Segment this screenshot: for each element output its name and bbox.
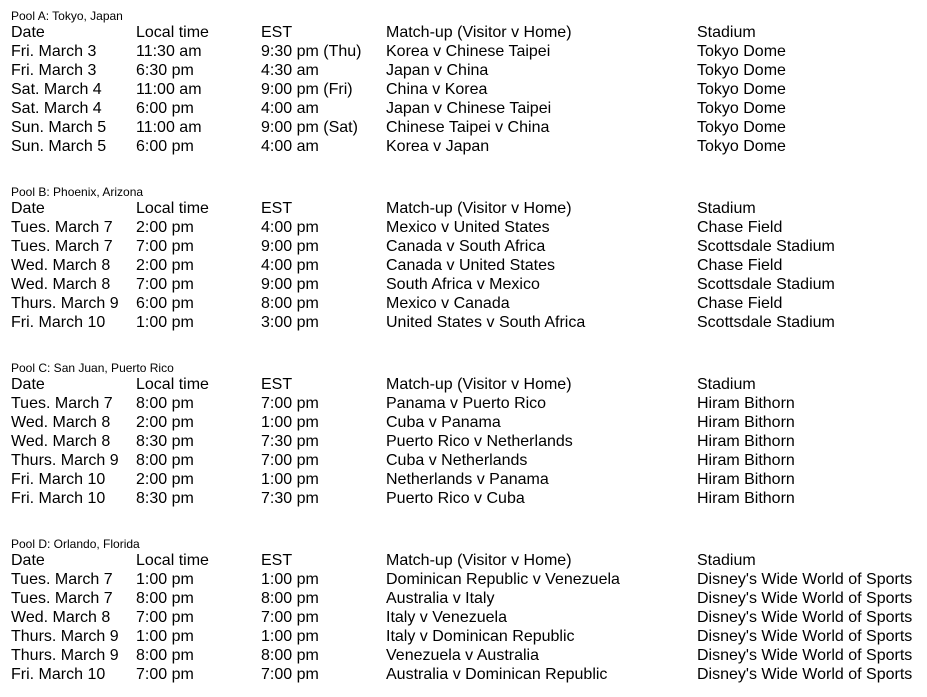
- table-cell: Fri. March 10: [11, 490, 106, 507]
- table-cell: 8:00 pm: [261, 590, 319, 607]
- table-cell: Disney's Wide World of Sports: [697, 666, 913, 683]
- table-cell: 8:30 pm: [136, 433, 194, 450]
- table-cell: Hiram Bithorn: [697, 471, 795, 488]
- table-cell: 4:00 am: [261, 100, 319, 117]
- table-cell: 7:00 pm: [261, 395, 319, 412]
- table-cell: Cuba v Panama: [386, 414, 501, 431]
- table-cell: Chase Field: [697, 257, 783, 274]
- table-cell: 8:00 pm: [261, 647, 319, 664]
- table-cell: 9:00 pm (Fri): [261, 81, 353, 98]
- table-cell: Scottsdale Stadium: [697, 276, 835, 293]
- table-cell: 1:00 pm: [261, 628, 319, 645]
- table-cell: 7:00 pm: [136, 666, 194, 683]
- table-row: [11, 470, 921, 489]
- table-cell: Mexico v Canada: [386, 295, 510, 312]
- column-header: EST: [261, 200, 293, 217]
- table-row: [11, 275, 921, 294]
- column-header: Date: [11, 552, 45, 569]
- table-row: [11, 137, 921, 156]
- column-header: Local time: [136, 200, 209, 217]
- table-cell: Canada v United States: [386, 257, 555, 274]
- column-header: EST: [261, 24, 293, 41]
- column-header: Match-up (Visitor v Home): [386, 24, 572, 41]
- column-header: Local time: [136, 376, 209, 393]
- table-cell: Disney's Wide World of Sports: [697, 571, 913, 588]
- table-cell: Japan v China: [386, 62, 489, 79]
- table-row: [11, 42, 921, 61]
- table-cell: 1:00 pm: [261, 471, 319, 488]
- table-cell: Sat. March 4: [11, 81, 102, 98]
- table-cell: 7:30 pm: [261, 490, 319, 507]
- table-cell: Fri. March 10: [11, 666, 106, 683]
- table-cell: Japan v Chinese Taipei: [386, 100, 552, 117]
- table-row: [11, 394, 921, 413]
- table-cell: 6:00 pm: [136, 138, 194, 155]
- table-cell: United States v South Africa: [386, 314, 586, 331]
- table-cell: 4:30 am: [261, 62, 319, 79]
- table-cell: 8:00 pm: [136, 590, 194, 607]
- table-cell: China v Korea: [386, 81, 488, 98]
- table-cell: Panama v Puerto Rico: [386, 395, 547, 412]
- column-header: Stadium: [697, 200, 756, 217]
- column-header: Stadium: [697, 552, 756, 569]
- table-cell: 9:30 pm (Thu): [261, 43, 362, 60]
- table-cell: 1:00 pm: [136, 571, 194, 588]
- table-cell: Tues. March 7: [11, 238, 113, 255]
- column-header: Match-up (Visitor v Home): [386, 376, 572, 393]
- table-cell: Tues. March 7: [11, 590, 113, 607]
- table-cell: Hiram Bithorn: [697, 414, 795, 431]
- table-cell: Disney's Wide World of Sports: [697, 647, 913, 664]
- table-cell: Tokyo Dome: [697, 62, 786, 79]
- table-row: [11, 99, 921, 118]
- table-cell: 2:00 pm: [136, 414, 194, 431]
- column-header: Stadium: [697, 376, 756, 393]
- table-cell: Korea v Japan: [386, 138, 490, 155]
- table-cell: Tues. March 7: [11, 219, 113, 236]
- table-row: [11, 646, 921, 665]
- table-row: [11, 432, 921, 451]
- table-cell: Disney's Wide World of Sports: [697, 628, 913, 645]
- table-cell: Sat. March 4: [11, 100, 102, 117]
- table-cell: 1:00 pm: [261, 414, 319, 431]
- table-cell: 2:00 pm: [136, 257, 194, 274]
- table-cell: 7:00 pm: [136, 276, 194, 293]
- table-cell: South Africa v Mexico: [386, 276, 540, 293]
- table-cell: Korea v Chinese Taipei: [386, 43, 551, 60]
- pool-title: Pool B: Phoenix, Arizona: [11, 185, 144, 199]
- table-row: [11, 589, 921, 608]
- table-cell: Italy v Venezuela: [386, 609, 507, 626]
- table-cell: 4:00 am: [261, 138, 319, 155]
- table-cell: 1:00 pm: [261, 571, 319, 588]
- header-row: [11, 375, 921, 394]
- table-cell: 1:00 pm: [136, 314, 194, 331]
- table-cell: 7:00 pm: [261, 666, 319, 683]
- table-cell: 9:00 pm: [261, 238, 319, 255]
- table-cell: 6:00 pm: [136, 295, 194, 312]
- column-header: Local time: [136, 552, 209, 569]
- table-row: [11, 313, 921, 332]
- header-row: [11, 199, 921, 218]
- table-cell: 1:00 pm: [136, 628, 194, 645]
- table-cell: Wed. March 8: [11, 609, 111, 626]
- table-row: [11, 413, 921, 432]
- column-header: Match-up (Visitor v Home): [386, 200, 572, 217]
- table-cell: Tokyo Dome: [697, 119, 786, 136]
- table-cell: Scottsdale Stadium: [697, 238, 835, 255]
- table-cell: 11:00 am: [136, 81, 202, 98]
- table-cell: Puerto Rico v Netherlands: [386, 433, 573, 450]
- table-cell: 7:00 pm: [261, 609, 319, 626]
- column-header: Date: [11, 24, 45, 41]
- table-cell: Tokyo Dome: [697, 138, 786, 155]
- table-cell: 8:00 pm: [136, 647, 194, 664]
- table-cell: Venezuela v Australia: [386, 647, 539, 664]
- column-header: Stadium: [697, 24, 756, 41]
- table-cell: 9:00 pm (Sat): [261, 119, 358, 136]
- table-cell: 11:30 am: [136, 43, 202, 60]
- table-cell: 7:00 pm: [136, 609, 194, 626]
- table-cell: Wed. March 8: [11, 257, 111, 274]
- table-row: [11, 294, 921, 313]
- pool-title: Pool A: Tokyo, Japan: [11, 9, 123, 23]
- table-cell: Australia v Italy: [386, 590, 495, 607]
- table-cell: 4:00 pm: [261, 219, 319, 236]
- table-cell: Australia v Dominican Republic: [386, 666, 608, 683]
- table-cell: Dominican Republic v Venezuela: [386, 571, 620, 588]
- table-cell: 2:00 pm: [136, 219, 194, 236]
- table-row: [11, 61, 921, 80]
- table-row: [11, 118, 921, 137]
- table-cell: Sun. March 5: [11, 119, 107, 136]
- table-cell: 4:00 pm: [261, 257, 319, 274]
- table-cell: Fri. March 3: [11, 62, 97, 79]
- table-cell: Wed. March 8: [11, 276, 111, 293]
- table-cell: Fri. March 3: [11, 43, 97, 60]
- table-cell: Cuba v Netherlands: [386, 452, 528, 469]
- table-row: [11, 237, 921, 256]
- table-cell: Thurs. March 9: [11, 628, 119, 645]
- table-cell: Fri. March 10: [11, 314, 106, 331]
- pool-title: Pool C: San Juan, Puerto Rico: [11, 361, 174, 375]
- header-row: [11, 551, 921, 570]
- table-cell: Wed. March 8: [11, 433, 111, 450]
- table-cell: 8:30 pm: [136, 490, 194, 507]
- table-cell: Puerto Rico v Cuba: [386, 490, 525, 507]
- column-header: EST: [261, 552, 293, 569]
- table-cell: Tues. March 7: [11, 571, 113, 588]
- table-cell: 6:30 pm: [136, 62, 194, 79]
- table-row: [11, 218, 921, 237]
- table-cell: 7:00 pm: [261, 452, 319, 469]
- table-row: [11, 570, 921, 589]
- pool-title: Pool D: Orlando, Florida: [11, 537, 140, 551]
- table-cell: Sun. March 5: [11, 138, 107, 155]
- table-cell: Thurs. March 9: [11, 647, 119, 664]
- table-cell: Hiram Bithorn: [697, 452, 795, 469]
- table-cell: 9:00 pm: [261, 276, 319, 293]
- table-cell: Hiram Bithorn: [697, 490, 795, 507]
- table-cell: 11:00 am: [136, 119, 202, 136]
- table-cell: Wed. March 8: [11, 414, 111, 431]
- table-cell: Chase Field: [697, 219, 783, 236]
- table-cell: Disney's Wide World of Sports: [697, 590, 913, 607]
- table-row: [11, 451, 921, 470]
- header-row: [11, 23, 921, 42]
- column-header: Date: [11, 376, 45, 393]
- table-row: [11, 665, 921, 684]
- table-row: [11, 80, 921, 99]
- table-row: [11, 489, 921, 508]
- table-cell: Disney's Wide World of Sports: [697, 609, 913, 626]
- table-cell: Tokyo Dome: [697, 100, 786, 117]
- table-cell: Netherlands v Panama: [386, 471, 549, 488]
- table-cell: 7:00 pm: [136, 238, 194, 255]
- table-cell: 8:00 pm: [136, 452, 194, 469]
- table-cell: Tokyo Dome: [697, 43, 786, 60]
- table-cell: Scottsdale Stadium: [697, 314, 835, 331]
- table-cell: Fri. March 10: [11, 471, 106, 488]
- table-row: [11, 256, 921, 275]
- table-cell: 3:00 pm: [261, 314, 319, 331]
- table-cell: Hiram Bithorn: [697, 433, 795, 450]
- column-header: EST: [261, 376, 293, 393]
- table-cell: 8:00 pm: [261, 295, 319, 312]
- table-cell: Chinese Taipei v China: [386, 119, 550, 136]
- table-cell: Mexico v United States: [386, 219, 550, 236]
- table-cell: 7:30 pm: [261, 433, 319, 450]
- column-header: Match-up (Visitor v Home): [386, 552, 572, 569]
- table-cell: 2:00 pm: [136, 471, 194, 488]
- table-row: [11, 627, 921, 646]
- table-cell: Tues. March 7: [11, 395, 113, 412]
- table-cell: Italy v Dominican Republic: [386, 628, 575, 645]
- table-cell: 6:00 pm: [136, 100, 194, 117]
- table-cell: 8:00 pm: [136, 395, 194, 412]
- table-cell: Hiram Bithorn: [697, 395, 795, 412]
- table-cell: Thurs. March 9: [11, 452, 119, 469]
- table-row: [11, 608, 921, 627]
- table-cell: Tokyo Dome: [697, 81, 786, 98]
- column-header: Date: [11, 200, 45, 217]
- table-cell: Canada v South Africa: [386, 238, 546, 255]
- column-header: Local time: [136, 24, 209, 41]
- table-cell: Thurs. March 9: [11, 295, 119, 312]
- table-cell: Chase Field: [697, 295, 783, 312]
